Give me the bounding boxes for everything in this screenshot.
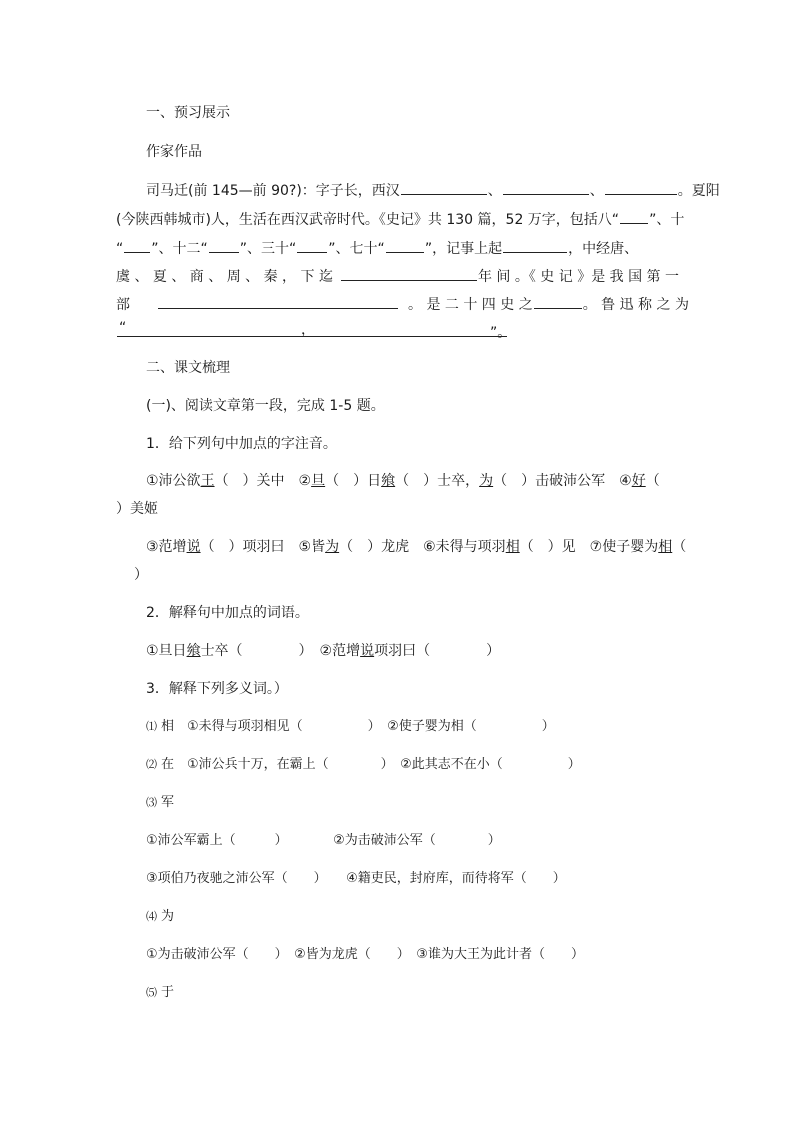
text: ①旦日 [146, 643, 187, 659]
fill-blank[interactable] [297, 238, 327, 253]
text: 年 间 。《 史 记 》是 我 国 第 一 [477, 269, 680, 285]
fill-blank[interactable] [124, 238, 150, 253]
para-line-3 [116, 238, 680, 259]
text: ③范增 [146, 539, 187, 555]
subheading: 作家作品 [146, 144, 202, 160]
question-line [146, 471, 710, 491]
dotted-char: 旦 [311, 473, 326, 489]
polysemy-item [146, 869, 710, 889]
text: （ ）见 ⑦使子婴为 [519, 539, 659, 555]
text: 。夏阳 [677, 183, 720, 199]
text: 在 ①沛公兵十万，在霸上（ ） ②此其志不在小（ ） [161, 757, 581, 772]
text: ③项伯乃夜驰之沛公军（ ） ④籍吏民，封府库，而待将军（ ） [146, 871, 566, 886]
dotted-char: 为 [325, 539, 340, 555]
fill-blank[interactable] [401, 180, 487, 195]
para-line-5 [116, 294, 689, 315]
text: （ [672, 539, 687, 555]
fill-blank[interactable] [341, 266, 477, 281]
para-line-6 [116, 322, 680, 343]
text: (今陕西韩城市)人，生活在西汉武帝时代。《史记》共 130 篇，52 万字，包括八“ [116, 212, 620, 228]
polysemy-item [146, 717, 710, 737]
polysemy-item [146, 907, 710, 927]
fill-blank[interactable] [209, 238, 239, 253]
dotted-char: 好 [631, 473, 646, 489]
text: ”、十 [649, 212, 685, 228]
text: ”、七十“ [328, 241, 385, 257]
dotted-char: 飨 [186, 643, 201, 659]
item-number: ⑵ [146, 758, 157, 771]
fill-blank[interactable] [503, 238, 567, 253]
text: （ ）士卒， [395, 473, 480, 489]
question-line: ）美姬 [116, 501, 158, 517]
text: 、 [589, 183, 604, 199]
text: ”、十二“ [151, 241, 208, 257]
item-number: ⑴ [146, 720, 157, 733]
text: 相 ①未得与项羽相见（ ） ②使子婴为相（ ） [161, 719, 555, 734]
text: ①沛公欲 [146, 473, 201, 489]
text: ，中经唐、 [568, 241, 639, 257]
question-line [146, 641, 710, 661]
polysemy-item [146, 755, 710, 775]
question-title: 1．给下列句中加点的字注音。 [146, 436, 337, 452]
question-line: ） [134, 567, 148, 583]
item-number: ⑶ [146, 796, 157, 809]
text: 项羽曰（ ） [374, 643, 501, 659]
fill-blank[interactable] [620, 209, 648, 224]
section-heading: 一、预习展示 [146, 105, 230, 121]
para-line-4 [116, 266, 680, 287]
dotted-char: 飨 [381, 473, 396, 489]
text: 部 [116, 297, 130, 313]
text: 虞 、 夏 、 商 、 周 、 秦 ， 下 迄 [116, 269, 333, 285]
text: （ ）关中 ② [214, 473, 312, 489]
text: 士卒（ ） ②范增 [200, 643, 361, 659]
text: （ ）龙虎 ⑥未得与项羽 [339, 539, 506, 555]
polysemy-item [146, 945, 710, 965]
text: （ ）日 [325, 473, 382, 489]
open-quote: “ [119, 320, 127, 336]
fill-blank[interactable] [386, 238, 424, 253]
text: 、 [487, 183, 502, 199]
fill-blank[interactable] [117, 322, 507, 337]
text: ①沛公军霸上（ ） ②为击破沛公军（ ） [146, 833, 501, 848]
question-title: 2．解释句中加点的词语。 [146, 605, 309, 621]
para-line-1 [146, 180, 720, 201]
question-line [146, 537, 710, 557]
polysemy-item [146, 793, 710, 813]
polysemy-item [146, 983, 710, 1003]
dotted-char: 相 [505, 539, 520, 555]
task-text: (一)、阅读文章第一段，完成 1-5 题。 [146, 398, 385, 414]
polysemy-item [146, 831, 710, 851]
text: “ [116, 241, 124, 257]
text: （ ）项羽曰 ⑤皆 [200, 539, 326, 555]
item-number: ⑸ [146, 986, 157, 999]
text: ①为击破沛公军（ ） ②皆为龙虎（ ） ③谁为大王为此计者（ ） [146, 947, 584, 962]
text: 军 [161, 795, 175, 810]
dotted-char: 说 [360, 643, 375, 659]
para-line-2 [116, 209, 685, 230]
text: ”。 [490, 325, 512, 341]
text: （ [645, 473, 660, 489]
text: 司马迁(前 145—前 90?)：字子长，西汉 [146, 183, 400, 199]
dotted-char: 为 [479, 473, 494, 489]
question-title: 3．解释下列多义词。） [146, 681, 288, 697]
text: 于 [161, 985, 175, 1000]
fill-blank[interactable] [158, 294, 398, 309]
fill-blank[interactable] [503, 180, 589, 195]
dotted-char: 说 [186, 539, 201, 555]
item-number: ⑷ [146, 910, 157, 923]
text: （ ）击破沛公军 ④ [493, 473, 632, 489]
text: 为 [161, 909, 175, 924]
text: ”、三十“ [239, 241, 297, 257]
dotted-char: 相 [658, 539, 673, 555]
dotted-char: 王 [200, 473, 215, 489]
comma: ， [301, 322, 315, 338]
fill-blank[interactable] [534, 294, 582, 309]
fill-blank[interactable] [605, 180, 677, 195]
text: ”，记事上起 [424, 241, 503, 257]
section-heading: 二、课文梳理 [146, 360, 230, 376]
text: 。 鲁 迅 称 之 为 [582, 297, 689, 313]
text: 。 是 二 十 四 史 之 [408, 297, 533, 313]
